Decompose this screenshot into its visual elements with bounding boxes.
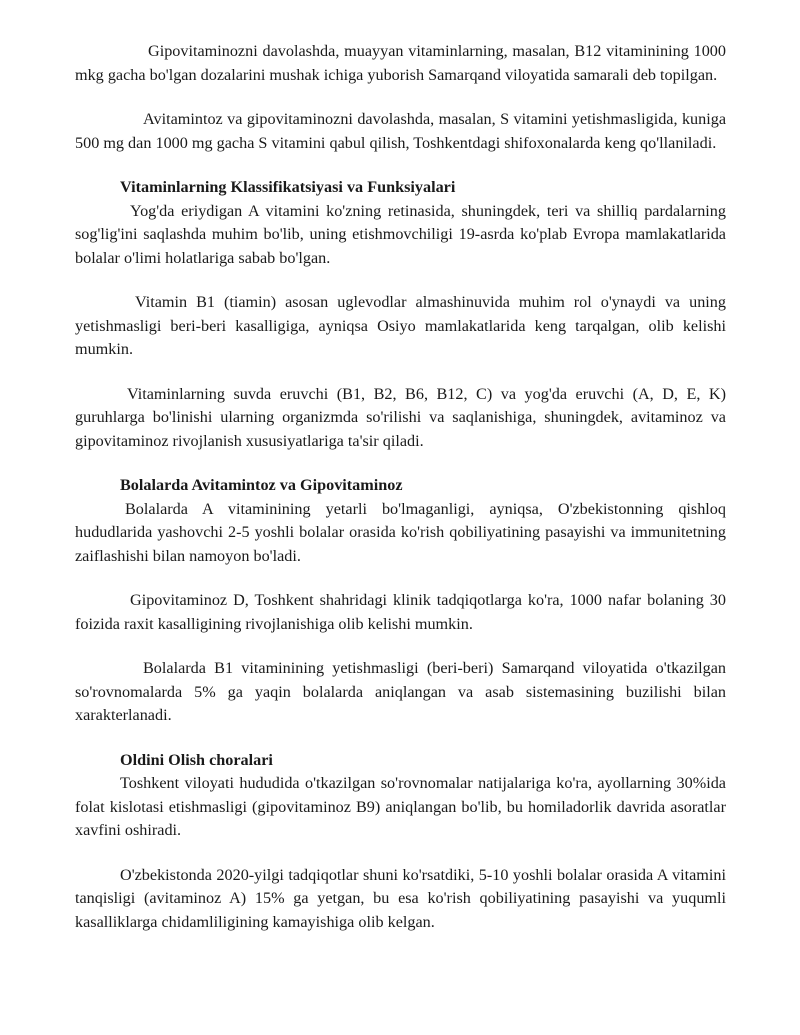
paragraph-text: Gipovitaminozni davolashda, muayyan vitaminlarning, masalan, B12 vitaminining 1000 mkg gacha bo'lgan dozalarini mushak ichiga yuborish Samarqand viloyatida samarali deb topilgan. xyxy=(75,42,726,84)
paragraph-text: Toshkent viloyati hududida o'tkazilgan so'rovnomalar natijalariga ko'ra, ayollarning 30%ida folat kislotasi etishmasligi (gipovitaminoz B9) aniqlangan bo'lib, bu homiladorlik davrida asoratlar xavfini oshiradi. xyxy=(75,774,726,839)
document-page xyxy=(75,40,726,934)
section-heading-classification: Vitaminlarning Klassifikatsiyasi va Funksiyalari xyxy=(120,178,456,196)
paragraph-text: Vitamin B1 (tiamin) asosan uglevodlar almashinuvida muhim rol o'ynaydi va uning yetishmasligi beri-beri kasalligiga, ayniqsa Osiyo mamlakatlarida keng tarqalgan, olib kelishi mumkin. xyxy=(75,293,726,358)
paragraph-children-vitamin-a xyxy=(75,498,726,569)
paragraph-children-vitamin-d xyxy=(75,589,726,636)
paragraph-text: Gipovitaminoz D, Toshkent shahridagi klinik tadqiqotlarga ko'ra, 1000 nafar bolaning 30 foizida raxit kasalligining rivojlanishiga olib kelishi mumkin. xyxy=(75,591,726,633)
paragraph-folate-deficiency xyxy=(75,772,726,843)
section-heading-children: Bolalarda Avitamintoz va Gipovitaminoz xyxy=(120,476,403,494)
paragraph-children-vitamin-b1 xyxy=(75,657,726,728)
paragraph-text: Bolalarda B1 vitaminining yetishmasligi (beri-beri) Samarqand viloyatida o'tkazilgan so'rovnomalarda 5% ga yaqin bolalarda aniqlangan va asab sistemasining buzilishi bilan xarakterlanadi. xyxy=(75,659,726,724)
paragraph-vitamin-c-treatment xyxy=(75,108,726,155)
paragraph-vitamin-a-2020 xyxy=(75,864,726,935)
paragraph-b12-treatment xyxy=(75,40,726,87)
paragraph-vitamin-groups xyxy=(75,383,726,454)
paragraph-text: O'zbekistonda 2020-yilgi tadqiqotlar shuni ko'rsatdiki, 5-10 yoshli bolalar orasida A vitamini tanqisligi (avitaminoz A) 15% ga yetgan, bu esa ko'rish qobiliyatining pasayishi va yuqumli kasalliklarga chidamliligining kamayishiga olib kelgan. xyxy=(75,865,726,931)
section-heading-prevention: Oldini Olish choralari xyxy=(120,750,273,769)
paragraph-text: Avitamintoz va gipovitaminozni davolashda, masalan, S vitamini yetishmasligida, kuniga 500 mg dan 1000 mg gacha S vitamini qabul qilish, Toshkentdagi shifoxonalarda keng qo'llaniladi. xyxy=(75,110,726,152)
paragraph-text: Bolalarda A vitaminining yetarli bo'lmaganligi, ayniqsa, O'zbekistonning qishloq hududlarida yashovchi 2-5 yoshli bolalar orasida ko'rish qobiliyatining pasayishi va immunitetning zaiflashishi bilan namoyon bo'ladi. xyxy=(75,499,726,565)
paragraph-vitamin-a xyxy=(75,200,726,271)
paragraph-text: Vitaminlarning suvda eruvchi (B1, B2, B6, B12, C) va yog'da eruvchi (A, D, E, K) guruhlarga bo'linishi ularning organizmda so'rilishi va saqlanishiga, shuningdek, avitaminoz va gipovitaminoz rivojlanish xususiyatlariga ta'sir qiladi. xyxy=(75,384,726,450)
paragraph-text: Yog'da eriydigan A vitamini ko'zning retinasida, shuningdek, teri va shilliq pardalarning sog'lig'ini saqlashda muhim bo'lib, uning etishmovchiligi 19-asrda ko'plab Evropa mamlakatlarida bolalar o'limi holatlariga sabab bo'lgan. xyxy=(75,201,726,267)
paragraph-vitamin-b1 xyxy=(75,291,726,362)
